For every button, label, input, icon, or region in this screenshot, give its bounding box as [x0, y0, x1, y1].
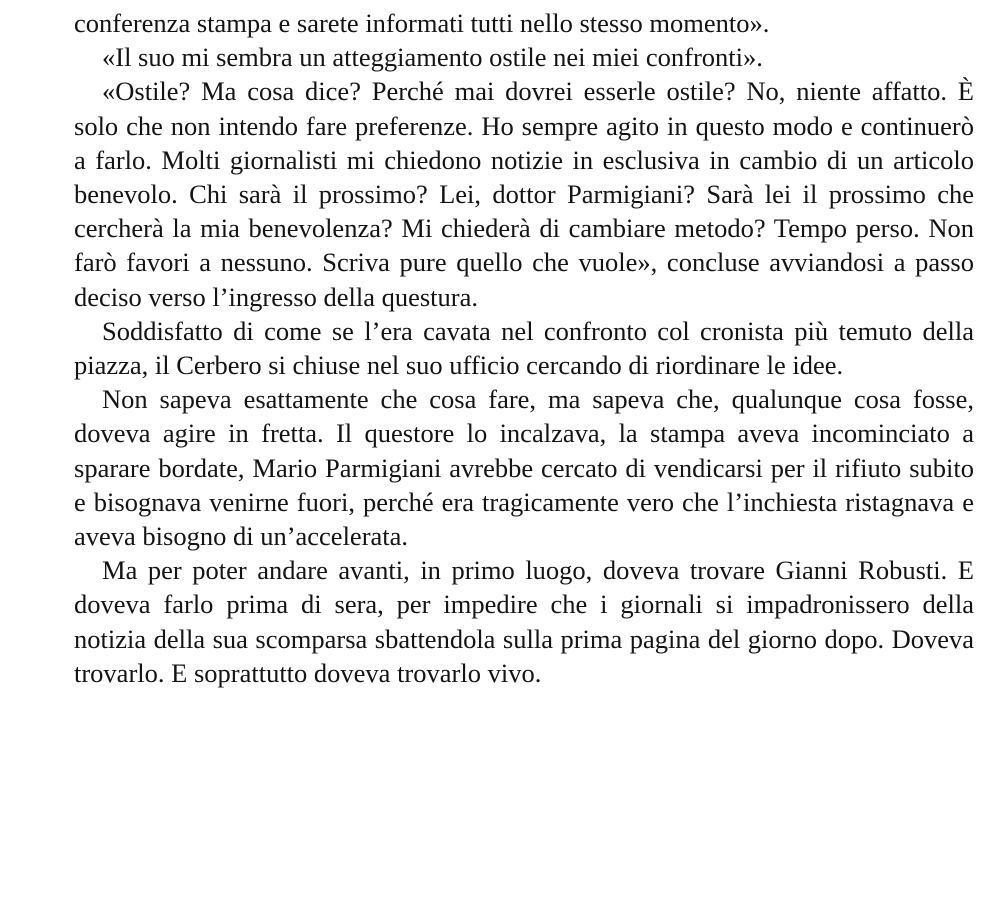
paragraph-3: «Ostile? Ma cosa dice? Perché mai dovrei esserle ostile? No, niente affatto. È solo che non intendo fare preferenze. Ho sempre agito in questo modo e continuerò a farlo. Molti giornalisti mi chiedono notizie in esclusiva in cambio di un articolo benevolo. Chi sarà il prossimo? Lei, dottor Parmigiani? Sarà lei il prossimo che cercherà la mia benevolenza? Mi chiederà di cambiare metodo? Tempo perso. Non farò favori a nessuno. Scriva pure quello che vuole», concluse avviandosi a passo deciso verso l’ingresso della questura. — [74, 76, 974, 312]
paragraph-1: conferenza stampa e sarete informati tutti nello stesso momento». — [74, 8, 770, 38]
paragraph-4: Soddisfatto di come se l’era cavata nel confronto col cronista più temuto della piazza, il Cerbero si chiuse nel suo ufficio cercando di riordinare le idee. — [74, 315, 974, 381]
paragraph-2: «Il suo mi sembra un atteggiamento ostile nei miei confronti». — [102, 42, 763, 73]
book-page — [74, 6, 974, 690]
paragraph-6: Ma per poter andare avanti, in primo luogo, doveva trovare Gianni Robusti. E doveva farlo prima di sera, per impedire che i giornali si impadronissero della notizia della sua scomparsa sbattendola sulla prima pagina del giorno dopo. Doveva trovarlo. E soprattutto doveva trovarlo vivo. — [74, 555, 974, 688]
paragraph-5: Non sapeva esattamente che cosa fare, ma sapeva che, qualunque cosa fosse, doveva agire in fretta. Il questore lo incalzava, la stampa aveva incominciato a sparare bordate, Mario Parmigiani avrebbe cercato di vendicarsi per il rifiuto subito e bisognava venirne fuori, perché era tragicamente vero che l’inchiesta ristagnava e aveva bisogno di un’accelerata. — [74, 384, 974, 552]
